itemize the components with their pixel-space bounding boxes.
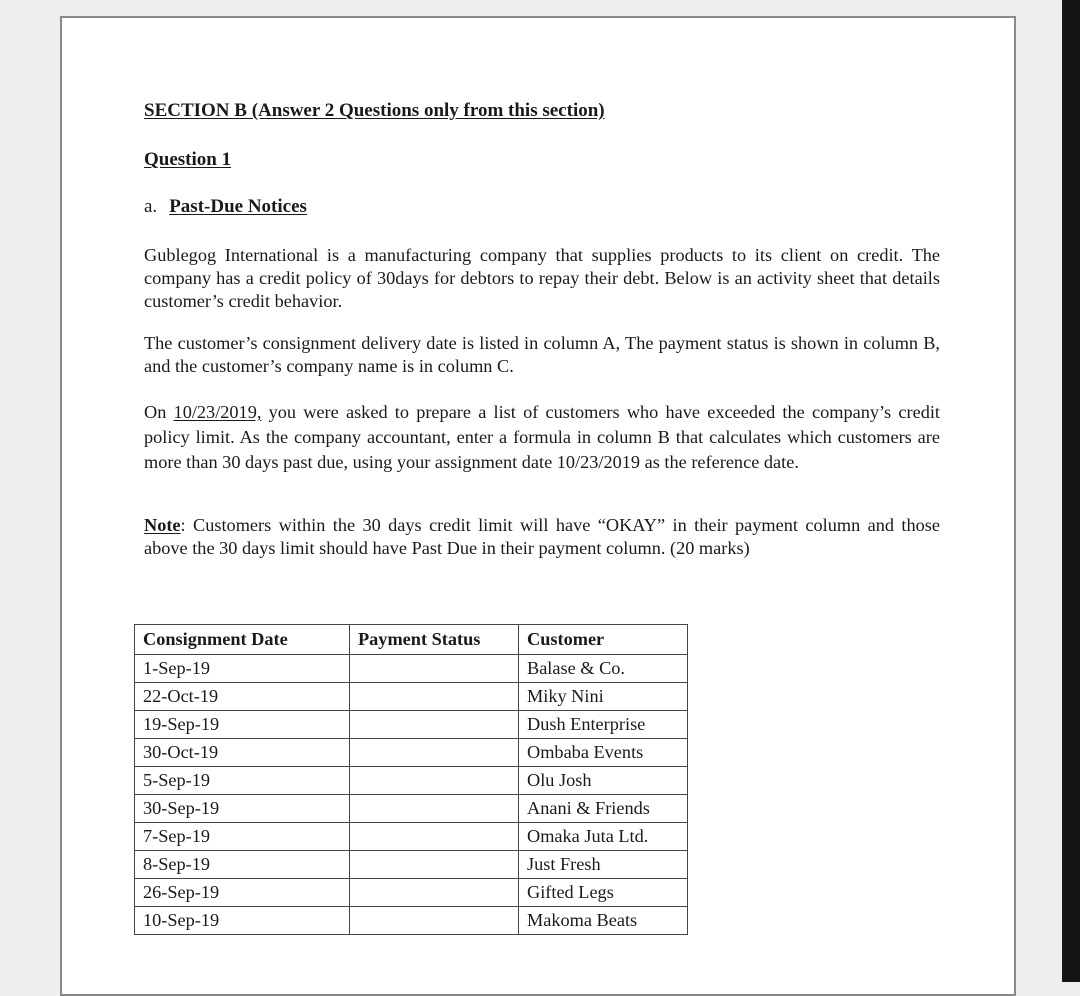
cell-date: 8-Sep-19 (135, 851, 350, 879)
cell-payment-status (350, 851, 519, 879)
cell-date: 30-Oct-19 (135, 739, 350, 767)
header-consignment-date: Consignment Date (135, 625, 350, 655)
cell-payment-status (350, 823, 519, 851)
table-row (135, 683, 688, 711)
table-row (135, 851, 688, 879)
cell-payment-status (350, 795, 519, 823)
cell-customer: Omaka Juta Ltd. (519, 823, 688, 851)
section-title: SECTION B (Answer 2 Questions only from this section) (144, 100, 605, 121)
task-start: On (144, 402, 174, 422)
cell-date: 5-Sep-19 (135, 767, 350, 795)
header-customer: Customer (519, 625, 688, 655)
cell-date: 26-Sep-19 (135, 879, 350, 907)
cell-payment-status (350, 683, 519, 711)
question-title: Question 1 (144, 149, 232, 170)
subsection-letter: a. (144, 196, 158, 217)
cell-payment-status (350, 711, 519, 739)
assignment-date: 10/23/2019, (173, 402, 262, 422)
cell-customer: Makoma Beats (519, 907, 688, 935)
cell-date: 30-Sep-19 (135, 795, 350, 823)
dark-edge (1062, 0, 1080, 982)
cell-date: 19-Sep-19 (135, 711, 350, 739)
table-row (135, 823, 688, 851)
cell-payment-status (350, 767, 519, 795)
cell-customer: Gifted Legs (519, 879, 688, 907)
subsection-title: Past-Due Notices (169, 196, 307, 217)
document-page (60, 16, 1016, 996)
cell-date: 22-Oct-19 (135, 683, 350, 711)
table-row (135, 655, 688, 683)
cell-payment-status (350, 739, 519, 767)
paragraph-note (144, 514, 940, 560)
table-row (135, 795, 688, 823)
cell-customer: Ombaba Events (519, 739, 688, 767)
cell-customer: Just Fresh (519, 851, 688, 879)
cell-payment-status (350, 907, 519, 935)
activity-table (134, 624, 688, 935)
cell-customer: Olu Josh (519, 767, 688, 795)
cell-date: 10-Sep-19 (135, 907, 350, 935)
paragraph-columns: The customer’s consignment delivery date is listed in column A, The payment status is shown in column B, and the customer’s company name is in column C. (144, 333, 940, 376)
header-payment-status: Payment Status (350, 625, 519, 655)
subsection-heading (144, 196, 307, 218)
table-header-row (135, 625, 688, 655)
table-row (135, 907, 688, 935)
cell-customer: Miky Nini (519, 683, 688, 711)
paragraph-intro: Gublegog International is a manufacturing company that supplies products to its client on credit. The company has a credit policy of 30days for debtors to repay their debt. Below is an activity sheet that details customer’s credit behavior. (144, 245, 940, 311)
cell-date: 1-Sep-19 (135, 655, 350, 683)
paragraph-task (144, 400, 940, 475)
note-text: : Customers within the 30 days credit limit will have “OKAY” in their payment column and those above the 30 days limit should have Past Due in their payment column. (20 marks) (144, 515, 940, 558)
table-row (135, 739, 688, 767)
table-row (135, 711, 688, 739)
cell-customer: Dush Enterprise (519, 711, 688, 739)
note-label: Note (144, 515, 181, 535)
cell-customer: Anani & Friends (519, 795, 688, 823)
table-row (135, 767, 688, 795)
cell-date: 7-Sep-19 (135, 823, 350, 851)
task-rest: you were asked to prepare a list of customers who have exceeded the company’s credit policy limit. As the company accountant, enter a formula in column B that calculates which customers are more than 30 days past due, using your assignment date 10/23/2019 as the reference date. (144, 402, 940, 472)
table-row (135, 879, 688, 907)
cell-payment-status (350, 879, 519, 907)
cell-customer: Balase & Co. (519, 655, 688, 683)
cell-payment-status (350, 655, 519, 683)
